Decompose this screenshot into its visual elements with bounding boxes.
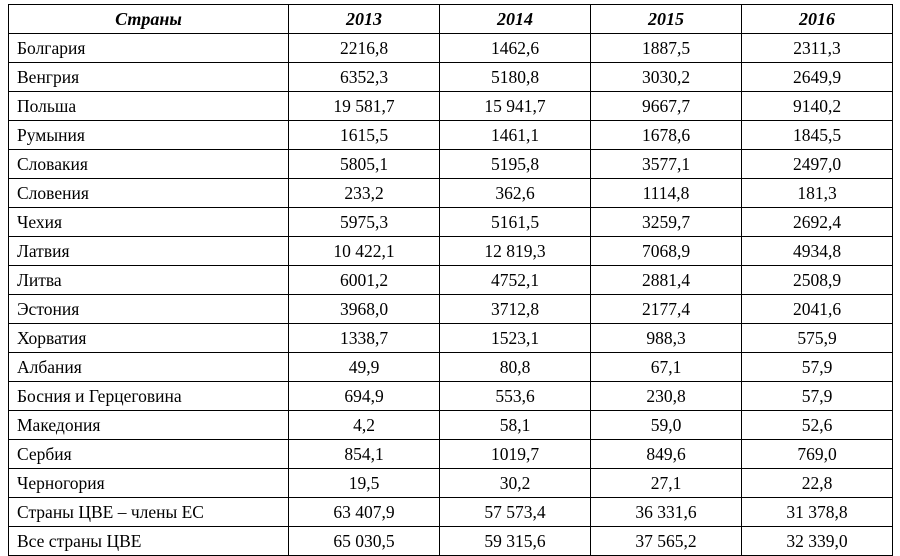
cell-2015: 37 565,2 bbox=[591, 527, 742, 556]
cell-2013: 10 422,1 bbox=[289, 237, 440, 266]
cell-country: Все страны ЦВЕ bbox=[9, 527, 289, 556]
cell-2016: 57,9 bbox=[742, 382, 893, 411]
cell-2016: 2497,0 bbox=[742, 150, 893, 179]
cell-country: Сербия bbox=[9, 440, 289, 469]
table-header-row bbox=[9, 5, 893, 34]
cell-2013: 19,5 bbox=[289, 469, 440, 498]
cell-country: Чехия bbox=[9, 208, 289, 237]
cell-2014: 553,6 bbox=[440, 382, 591, 411]
cell-2014: 80,8 bbox=[440, 353, 591, 382]
cell-2016: 4934,8 bbox=[742, 237, 893, 266]
cell-2015: 36 331,6 bbox=[591, 498, 742, 527]
table-row bbox=[9, 527, 893, 556]
column-header-2013: 2013 bbox=[289, 5, 440, 34]
cell-country: Эстония bbox=[9, 295, 289, 324]
cell-2014: 1461,1 bbox=[440, 121, 591, 150]
cell-2013: 4,2 bbox=[289, 411, 440, 440]
table-row bbox=[9, 324, 893, 353]
cell-2013: 233,2 bbox=[289, 179, 440, 208]
cell-country: Латвия bbox=[9, 237, 289, 266]
cell-country: Болгария bbox=[9, 34, 289, 63]
cell-2015: 2177,4 bbox=[591, 295, 742, 324]
cell-2016: 575,9 bbox=[742, 324, 893, 353]
cell-2016: 769,0 bbox=[742, 440, 893, 469]
cell-2014: 4752,1 bbox=[440, 266, 591, 295]
column-header-2015: 2015 bbox=[591, 5, 742, 34]
cell-2014: 58,1 bbox=[440, 411, 591, 440]
cell-2014: 59 315,6 bbox=[440, 527, 591, 556]
cell-2013: 6001,2 bbox=[289, 266, 440, 295]
cell-2016: 22,8 bbox=[742, 469, 893, 498]
cell-2014: 362,6 bbox=[440, 179, 591, 208]
cell-2015: 849,6 bbox=[591, 440, 742, 469]
cell-2015: 9667,7 bbox=[591, 92, 742, 121]
cell-2013: 6352,3 bbox=[289, 63, 440, 92]
table-row bbox=[9, 440, 893, 469]
cell-2016: 52,6 bbox=[742, 411, 893, 440]
cell-2014: 1019,7 bbox=[440, 440, 591, 469]
cell-2016: 2692,4 bbox=[742, 208, 893, 237]
table-row bbox=[9, 469, 893, 498]
table-row bbox=[9, 121, 893, 150]
cell-2015: 2881,4 bbox=[591, 266, 742, 295]
cell-2016: 31 378,8 bbox=[742, 498, 893, 527]
countries-data-table bbox=[8, 4, 893, 556]
cell-country: Албания bbox=[9, 353, 289, 382]
table-body bbox=[9, 34, 893, 556]
table-row bbox=[9, 92, 893, 121]
cell-2014: 5195,8 bbox=[440, 150, 591, 179]
table-row bbox=[9, 498, 893, 527]
cell-country: Словакия bbox=[9, 150, 289, 179]
table-row bbox=[9, 237, 893, 266]
cell-2016: 1845,5 bbox=[742, 121, 893, 150]
cell-country: Литва bbox=[9, 266, 289, 295]
cell-2013: 2216,8 bbox=[289, 34, 440, 63]
cell-2013: 1615,5 bbox=[289, 121, 440, 150]
column-header-2014: 2014 bbox=[440, 5, 591, 34]
cell-2016: 2508,9 bbox=[742, 266, 893, 295]
table-row bbox=[9, 34, 893, 63]
cell-2015: 1887,5 bbox=[591, 34, 742, 63]
cell-country: Румыния bbox=[9, 121, 289, 150]
cell-2015: 3577,1 bbox=[591, 150, 742, 179]
cell-2015: 1114,8 bbox=[591, 179, 742, 208]
cell-2015: 67,1 bbox=[591, 353, 742, 382]
cell-2013: 854,1 bbox=[289, 440, 440, 469]
cell-2014: 1523,1 bbox=[440, 324, 591, 353]
cell-country: Босния и Герцеговина bbox=[9, 382, 289, 411]
cell-2015: 3030,2 bbox=[591, 63, 742, 92]
cell-2014: 5161,5 bbox=[440, 208, 591, 237]
cell-2013: 63 407,9 bbox=[289, 498, 440, 527]
cell-2013: 5805,1 bbox=[289, 150, 440, 179]
table-row bbox=[9, 353, 893, 382]
table-header bbox=[9, 5, 893, 34]
cell-2015: 7068,9 bbox=[591, 237, 742, 266]
table-row bbox=[9, 411, 893, 440]
cell-2015: 3259,7 bbox=[591, 208, 742, 237]
table-row bbox=[9, 150, 893, 179]
cell-2015: 1678,6 bbox=[591, 121, 742, 150]
cell-2013: 5975,3 bbox=[289, 208, 440, 237]
cell-2016: 2041,6 bbox=[742, 295, 893, 324]
cell-2013: 1338,7 bbox=[289, 324, 440, 353]
cell-2014: 5180,8 bbox=[440, 63, 591, 92]
cell-2016: 2311,3 bbox=[742, 34, 893, 63]
table-row bbox=[9, 179, 893, 208]
cell-country: Словения bbox=[9, 179, 289, 208]
cell-2013: 3968,0 bbox=[289, 295, 440, 324]
cell-2014: 30,2 bbox=[440, 469, 591, 498]
table-row bbox=[9, 382, 893, 411]
table-row bbox=[9, 63, 893, 92]
cell-2016: 9140,2 bbox=[742, 92, 893, 121]
cell-2013: 19 581,7 bbox=[289, 92, 440, 121]
cell-country: Черногория bbox=[9, 469, 289, 498]
cell-country: Хорватия bbox=[9, 324, 289, 353]
table-row bbox=[9, 208, 893, 237]
cell-2014: 15 941,7 bbox=[440, 92, 591, 121]
cell-2016: 57,9 bbox=[742, 353, 893, 382]
column-header-2016: 2016 bbox=[742, 5, 893, 34]
cell-country: Страны ЦВЕ – члены ЕС bbox=[9, 498, 289, 527]
cell-2013: 694,9 bbox=[289, 382, 440, 411]
cell-2015: 988,3 bbox=[591, 324, 742, 353]
cell-2013: 49,9 bbox=[289, 353, 440, 382]
table-row bbox=[9, 295, 893, 324]
cell-2013: 65 030,5 bbox=[289, 527, 440, 556]
cell-country: Польша bbox=[9, 92, 289, 121]
cell-2016: 32 339,0 bbox=[742, 527, 893, 556]
cell-2016: 2649,9 bbox=[742, 63, 893, 92]
column-header-country: Страны bbox=[9, 5, 289, 34]
cell-country: Венгрия bbox=[9, 63, 289, 92]
cell-2014: 57 573,4 bbox=[440, 498, 591, 527]
cell-2014: 1462,6 bbox=[440, 34, 591, 63]
cell-country: Македония bbox=[9, 411, 289, 440]
cell-2015: 27,1 bbox=[591, 469, 742, 498]
cell-2014: 12 819,3 bbox=[440, 237, 591, 266]
cell-2014: 3712,8 bbox=[440, 295, 591, 324]
cell-2015: 230,8 bbox=[591, 382, 742, 411]
table-row bbox=[9, 266, 893, 295]
cell-2015: 59,0 bbox=[591, 411, 742, 440]
cell-2016: 181,3 bbox=[742, 179, 893, 208]
